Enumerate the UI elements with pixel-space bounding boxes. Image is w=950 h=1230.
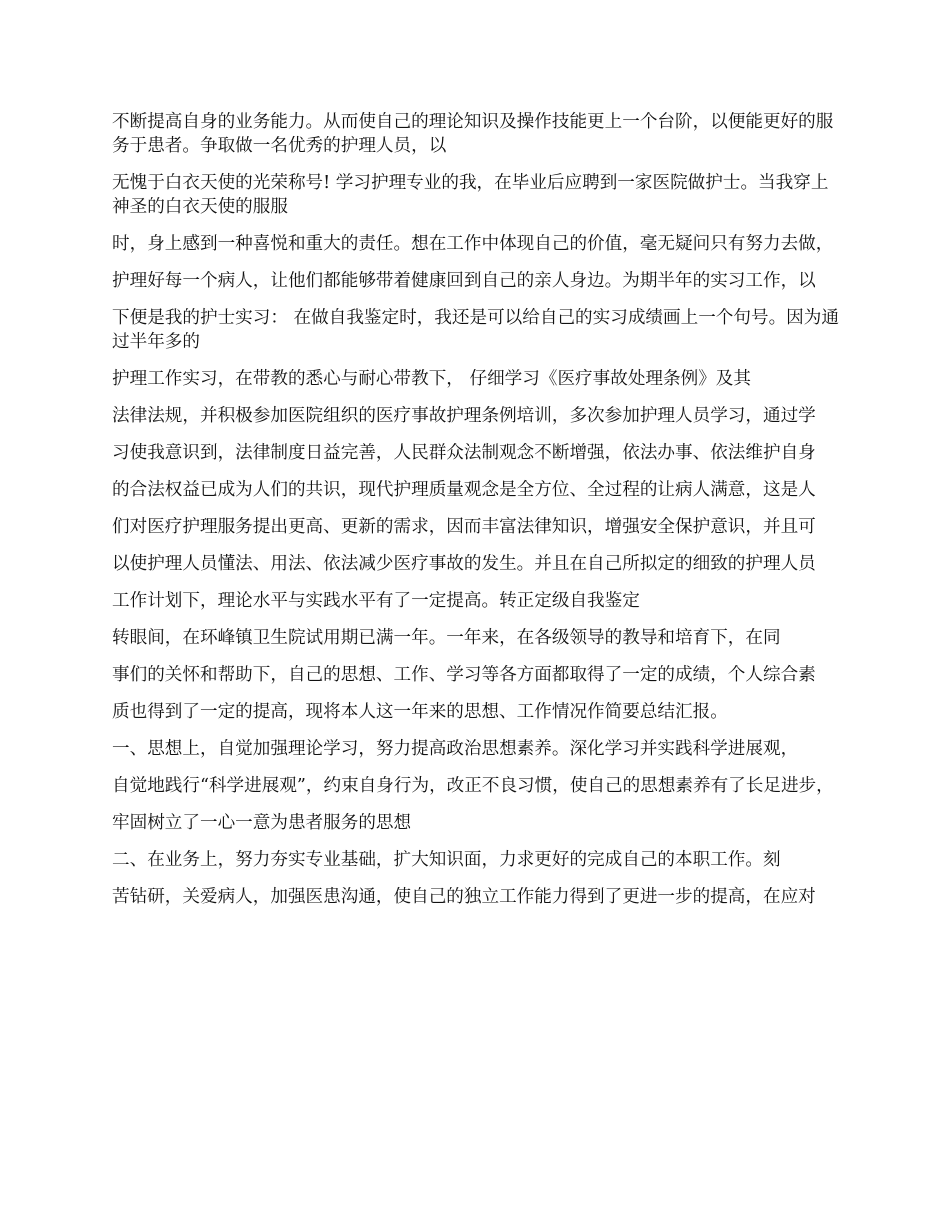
paragraph: 习使我意识到，法律制度日益完善，人民群众法制观念不断增强，依法办事、依法维护自身 xyxy=(112,443,816,463)
paragraph: 时，身上感到一种喜悦和重大的责任。想在工作中体现自己的价值，毫无疑问只有努力去做， xyxy=(112,234,834,254)
paragraph: 工作计划下，理论水平与实践水平有了一定提高。转正定级自我鉴定 xyxy=(112,591,640,611)
paragraph: 牢固树立了一心一意为患者服务的思想 xyxy=(112,813,412,833)
paragraph: 无愧于白衣天使的光荣称号! 学习护理专业的我，在毕业后应聘到一家医院做护士。当我穿上神圣的白衣天使的服服 xyxy=(112,173,829,217)
paragraph: 一、思想上，自觉加强理论学习，努力提高政治思想素养。深化学习并实践科学进展观， xyxy=(112,739,799,759)
paragraph: 转眼间，在环峰镇卫生院试用期已满一年。一年来，在各级领导的教导和培育下，在同 xyxy=(112,628,781,648)
paragraph: 不断提高自身的业务能力。从而使自己的理论知识及操作技能更上一个台阶，以便能更好的服务于患者。争取做一名优秀的护理人员，以 xyxy=(112,112,834,156)
paragraph: 护理工作实习，在带教的悉心与耐心带教下， 仔细学习《医疗事故处理条例》及其 xyxy=(112,369,751,389)
paragraph: 以使护理人员懂法、用法、依法减少医疗事故的发生。并且在自己所拟定的细致的护理人员 xyxy=(112,554,816,574)
paragraph: 的合法权益已成为人们的共识，现代护理质量观念是全方位、全过程的让病人满意，这是人 xyxy=(112,480,816,500)
paragraph: 法律法规，并积极参加医院组织的医疗事故护理条例培训，多次参加护理人员学习，通过学 xyxy=(112,406,816,426)
paragraph: 质也得到了一定的提高，现将本人这一年来的思想、工作情况作简要总结汇报。 xyxy=(112,702,728,722)
paragraph: 护理好每一个病人，让他们都能够带着健康回到自己的亲人身边。为期半年的实习工作，以 xyxy=(112,271,816,291)
paragraph: 自觉地践行“科学进展观”，约束自身行为，改正不良习惯，使自己的思想素养有了长足进步， xyxy=(112,776,834,796)
document-body xyxy=(112,110,840,922)
paragraph: 事们的关怀和帮助下，自己的思想、工作、学习等各方面都取得了一定的成绩，个人综合素 xyxy=(112,665,816,685)
paragraph: 二、在业务上，努力夯实专业基础，扩大知识面，力求更好的完成自己的本职工作。刻 xyxy=(112,850,781,870)
paragraph: 下便是我的护士实习： 在做自我鉴定时，我还是可以给自己的实习成绩画上一个句号。因为通过半年多的 xyxy=(112,308,839,352)
paragraph: 苦钻研，关爱病人，加强医患沟通，使自己的独立工作能力得到了更进一步的提高，在应对 xyxy=(112,887,816,907)
paragraph: 们对医疗护理服务提出更高、更新的需求，因而丰富法律知识，增强安全保护意识，并且可 xyxy=(112,517,816,537)
